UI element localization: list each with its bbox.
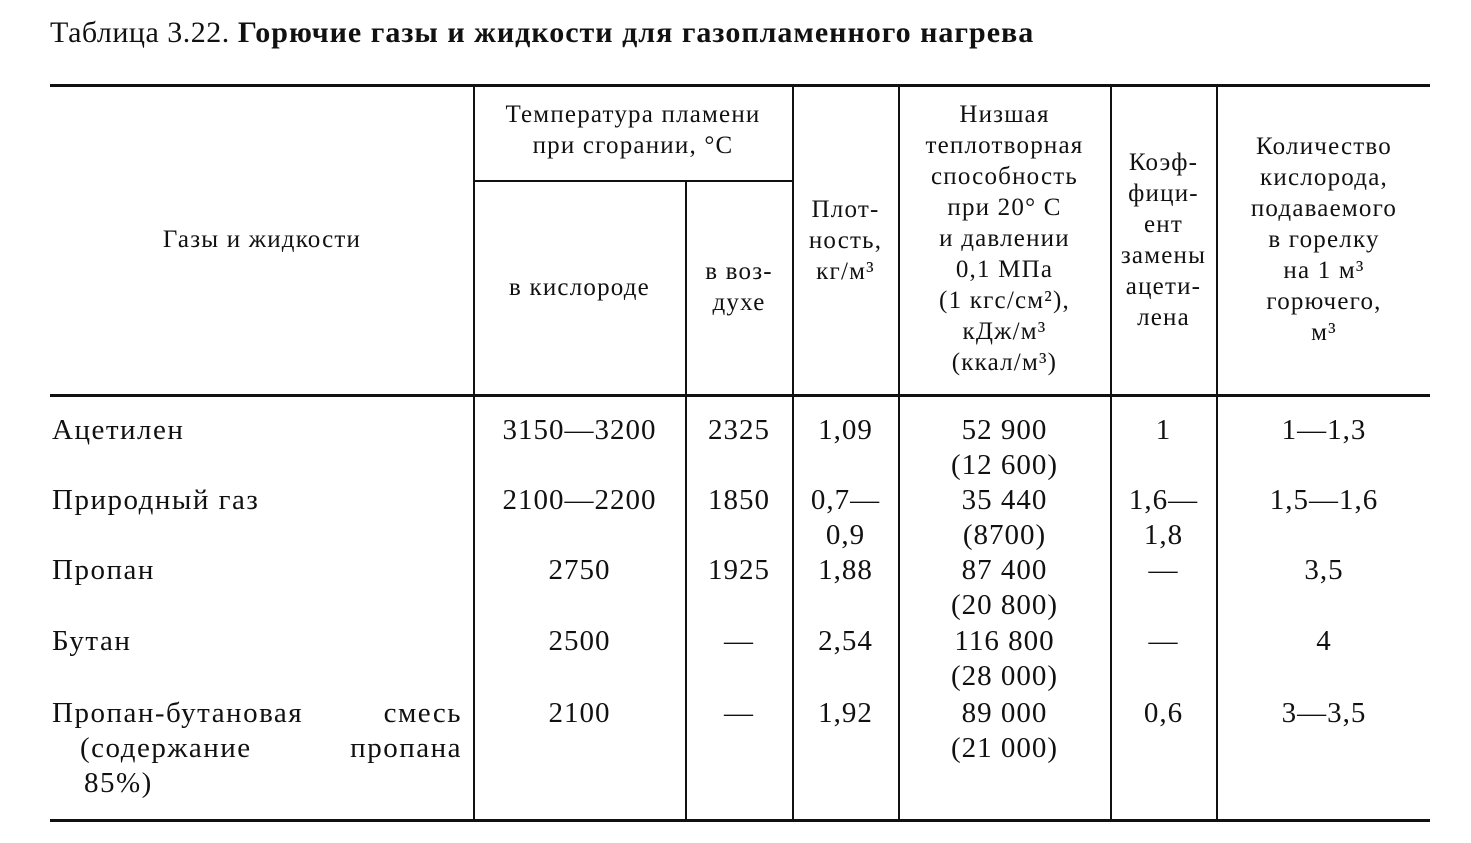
header-flame-temperature: Температура пламени при сгорании, °С: [505, 101, 761, 159]
cell-coefficient: 1: [1155, 414, 1172, 446]
cell-oxygen-temp: 2500: [548, 625, 611, 657]
cell-oxygen-quantity: 4: [1316, 625, 1332, 657]
cell-coefficient: —: [1148, 554, 1179, 586]
header-oxygen-quantity: Количество кислорода, подаваемого в горелку на 1 м³ горючего, м³: [1250, 133, 1398, 346]
header-in-air: в воз- духе: [705, 258, 773, 316]
cell-oxygen-quantity: 3—3,5: [1281, 697, 1367, 729]
cell-air-temp: 2325: [708, 414, 770, 446]
table-caption: [50, 16, 1034, 50]
cell-air-temp: —: [724, 697, 754, 729]
cell-coefficient: 0,6: [1143, 697, 1184, 729]
bottom-rule: [50, 819, 1430, 822]
row-name: Пропан-бутановая смесь (содержание пропана 85%): [52, 697, 462, 799]
cell-coefficient: —: [1148, 625, 1179, 657]
header-heat-value: Низшая теплотворная способность при 20° С и давлении 0,1 МПа (1 кгс/см²), кДж/м³ (ккал/м³): [925, 101, 1084, 376]
cell-heat-value: 89 000 (21 000): [950, 697, 1059, 764]
table-number: Таблица 3.22.: [50, 16, 230, 49]
row-name: Ацетилен: [52, 414, 185, 446]
cell-air-temp: 1850: [708, 484, 770, 516]
header-in-oxygen: в кислороде: [509, 274, 650, 301]
cell-oxygen-temp: 3150—3200: [502, 414, 657, 446]
cell-density: 1,09: [818, 414, 873, 446]
cell-air-temp: 1925: [708, 554, 770, 586]
row-name: Природный газ: [52, 484, 260, 516]
cell-density: 1,92: [818, 697, 873, 729]
cell-air-temp: —: [724, 625, 754, 657]
header-density: Плот- ность, кг/м³: [808, 196, 883, 285]
cell-heat-value: 52 900 (12 600): [950, 414, 1059, 481]
header-bottom-rule: [50, 394, 1430, 397]
cell-coefficient: 1,6— 1,8: [1128, 484, 1199, 551]
cell-density: 1,88: [818, 554, 873, 586]
cell-density: 0,7— 0,9: [810, 484, 881, 551]
top-rule: [50, 84, 1430, 87]
cell-density: 2,54: [818, 625, 873, 657]
cell-oxygen-temp: 2100: [548, 697, 611, 729]
row-name: Пропан: [52, 554, 155, 586]
header-gases: Газы и жидкости: [162, 226, 362, 253]
cell-oxygen-quantity: 1,5—1,6: [1269, 484, 1379, 516]
cell-oxygen-quantity: 1—1,3: [1281, 414, 1367, 446]
row-name: Бутан: [52, 625, 132, 657]
cell-oxygen-temp: 2100—2200: [502, 484, 657, 516]
cell-heat-value: 35 440 (8700): [961, 484, 1048, 551]
header-replacement-coefficient: Коэф- фици- ент замены ацети- лена: [1120, 149, 1207, 331]
table-title: Горючие газы и жидкости для газопламенного нагрева: [237, 16, 1035, 49]
flame-group-rule: [474, 180, 792, 182]
cell-heat-value: 116 800 (28 000): [950, 625, 1059, 692]
cell-oxygen-temp: 2750: [548, 554, 611, 586]
cell-oxygen-quantity: 3,5: [1304, 554, 1344, 586]
cell-heat-value: 87 400 (20 800): [950, 554, 1059, 621]
